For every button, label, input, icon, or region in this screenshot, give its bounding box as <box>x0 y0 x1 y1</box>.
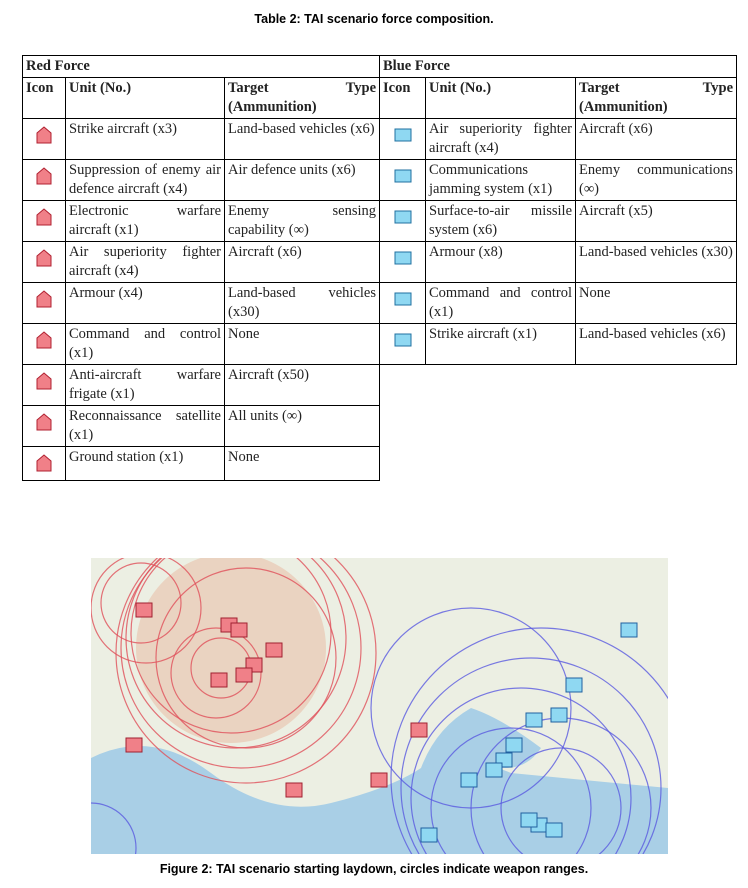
blue-target: Enemy communications (∞) <box>576 160 737 201</box>
red-unit-icon <box>34 453 54 473</box>
red-unit-marker <box>126 738 142 752</box>
table-row <box>23 119 737 160</box>
red-target: None <box>225 447 380 481</box>
red-target: None <box>225 324 380 365</box>
red-unit: Strike aircraft (x3) <box>66 119 225 160</box>
blue-unit: Armour (x8) <box>426 242 576 283</box>
red-unit-icon <box>34 125 54 145</box>
scenario-map <box>91 558 668 854</box>
blue-unit-marker <box>551 708 567 722</box>
red-unit-marker <box>411 723 427 737</box>
blue-header-unit: Unit (No.) <box>426 78 576 119</box>
red-unit-icon <box>34 166 54 186</box>
red-target: Aircraft (x6) <box>225 242 380 283</box>
blue-unit: Surface-to-air missile system (x6) <box>426 201 576 242</box>
red-unit-icon <box>34 371 54 391</box>
blue-force-title: Blue Force <box>380 56 737 78</box>
blue-target: Land-based vehicles (x6) <box>576 324 737 365</box>
red-unit: Suppression of enemy air defence aircraft (x4) <box>66 160 225 201</box>
red-target: Land-based vehicles (x30) <box>225 283 380 324</box>
force-composition-table <box>22 55 737 481</box>
red-target: All units (∞) <box>225 406 380 447</box>
table-row <box>23 324 737 365</box>
red-unit-marker <box>211 673 227 687</box>
blue-unit-icon <box>393 289 413 309</box>
red-unit-icon <box>34 289 54 309</box>
blue-unit-icon <box>393 207 413 227</box>
blue-unit-marker <box>526 713 542 727</box>
red-unit: Reconnaissance satellite (x1) <box>66 406 225 447</box>
blue-unit-marker <box>506 738 522 752</box>
table-row <box>23 365 737 406</box>
blue-unit-marker <box>486 763 502 777</box>
blue-header-icon: Icon <box>380 78 426 119</box>
red-unit: Air superiority fighter aircraft (x4) <box>66 242 225 283</box>
blue-unit-marker <box>621 623 637 637</box>
blue-unit-marker <box>521 813 537 827</box>
red-header-icon: Icon <box>23 78 66 119</box>
blue-unit: Strike aircraft (x1) <box>426 324 576 365</box>
red-header-target: Target Type (Ammunition) <box>225 78 380 119</box>
blue-target: None <box>576 283 737 324</box>
red-unit: Anti-aircraft warfare frigate (x1) <box>66 365 225 406</box>
table-caption: Table 2: TAI scenario force composition. <box>254 12 494 26</box>
red-target: Land-based vehicles (x6) <box>225 119 380 160</box>
red-force-title: Red Force <box>23 56 380 78</box>
map-canvas <box>91 558 668 854</box>
blue-unit-marker <box>421 828 437 842</box>
blue-target: Aircraft (x6) <box>576 119 737 160</box>
blue-target: Aircraft (x5) <box>576 201 737 242</box>
red-target: Enemy sensing capability (∞) <box>225 201 380 242</box>
red-unit-marker <box>286 783 302 797</box>
red-unit-marker <box>236 668 252 682</box>
figure-caption: Figure 2: TAI scenario starting laydown, circles indicate weapon ranges. <box>159 862 589 876</box>
red-unit: Ground station (x1) <box>66 447 225 481</box>
red-unit-marker <box>266 643 282 657</box>
blue-unit-marker <box>461 773 477 787</box>
blue-unit-icon <box>393 166 413 186</box>
red-target: Aircraft (x50) <box>225 365 380 406</box>
red-unit-icon <box>34 412 54 432</box>
red-unit-icon <box>34 248 54 268</box>
table-row <box>23 242 737 283</box>
table-row <box>23 283 737 324</box>
blue-header-target: Target Type (Ammunition) <box>576 78 737 119</box>
blue-unit: Air superiority fighter aircraft (x4) <box>426 119 576 160</box>
empty-cell <box>380 365 737 481</box>
red-unit-icon <box>34 207 54 227</box>
red-unit: Electronic warfare aircraft (x1) <box>66 201 225 242</box>
table-row <box>23 201 737 242</box>
red-header-unit: Unit (No.) <box>66 78 225 119</box>
red-target: Air defence units (x6) <box>225 160 380 201</box>
table-row <box>23 160 737 201</box>
red-unit-marker <box>371 773 387 787</box>
blue-unit-icon <box>393 330 413 350</box>
blue-unit-marker <box>546 823 562 837</box>
red-unit-marker <box>231 623 247 637</box>
blue-unit-icon <box>393 125 413 145</box>
blue-target: Land-based vehicles (x30) <box>576 242 737 283</box>
red-unit: Command and control (x1) <box>66 324 225 365</box>
red-unit-icon <box>34 330 54 350</box>
red-unit-marker <box>136 603 152 617</box>
blue-unit: Command and control (x1) <box>426 283 576 324</box>
red-unit: Armour (x4) <box>66 283 225 324</box>
blue-unit: Communications jamming system (x1) <box>426 160 576 201</box>
blue-unit-marker <box>566 678 582 692</box>
blue-unit-icon <box>393 248 413 268</box>
